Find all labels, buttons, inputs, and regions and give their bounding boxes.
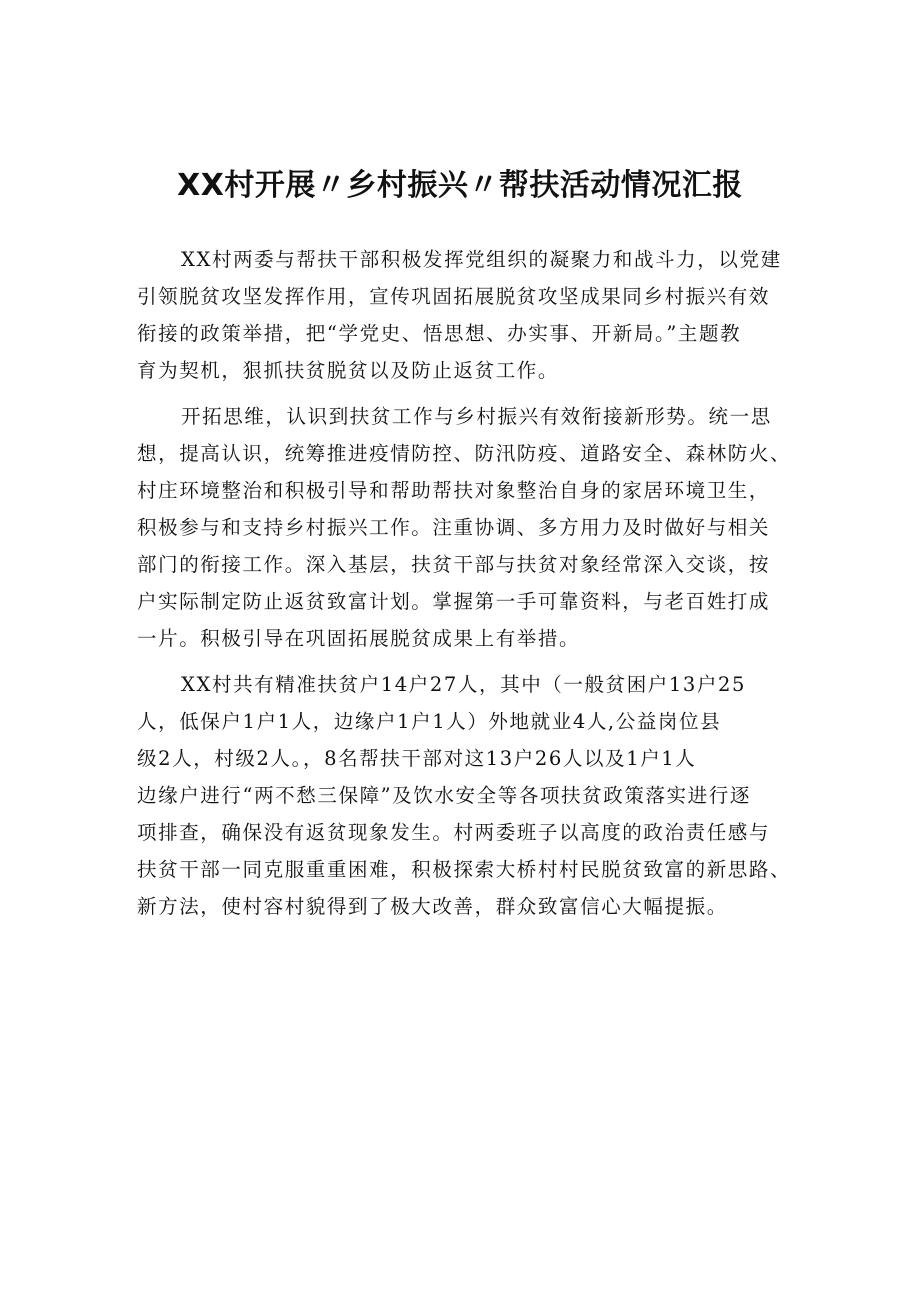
- paragraph-line: 育为契机，狠抓扶贫脱贫以及防止返贫工作。: [137, 359, 560, 382]
- paragraph-3: [137, 666, 795, 925]
- paragraph-line: 一片。积极引导在巩固拓展脱贫成果上有举措。: [137, 627, 581, 650]
- paragraph-line: XX村两委与帮扶干部积极发挥党组织的凝聚力和战斗力，以党建: [181, 248, 782, 271]
- paragraph-1: [137, 241, 795, 389]
- document-body: [137, 241, 795, 934]
- paragraph-2: [137, 398, 795, 657]
- paragraph-line: 新方法，使村容村貌得到了极大改善，群众致富信心大幅提振。: [137, 895, 728, 918]
- paragraph-line: 想，提高认识，统筹推进疫情防控、防汛防疫、道路安全、森林防火、: [137, 442, 792, 465]
- paragraph-line: XX村共有精准扶贫户14户27人，其中（一般贫困户13户25: [181, 673, 747, 696]
- paragraph-line: 人，低保户1户1人，边缘户1户1人）外地就业4人,公益岗位县: [137, 710, 722, 733]
- paragraph-line: 衔接的政策举措，把“学党史、悟思想、办实事、开新局。”主题教: [137, 322, 742, 345]
- paragraph-line: 户实际制定防止返贫致富计划。掌握第一手可靠资料，与老百姓打成: [137, 590, 771, 613]
- paragraph-line: 级2人，村级2人。，8名帮扶干部对这13户26人以及1户1人: [137, 747, 697, 770]
- paragraph-line: 开拓思维，认识到扶贫工作与乡村振兴有效衔接新形势。统一思: [181, 405, 772, 428]
- paragraph-line: 引领脱贫攻坚发挥作用，宣传巩固拓展脱贫攻坚成果同乡村振兴有效: [137, 285, 771, 308]
- document-title: XX村开展〃乡村振兴〃帮扶活动情况汇报: [177, 168, 743, 203]
- paragraph-line: 项排查，确保没有返贫现象发生。村两委班子以高度的政治责任感与: [137, 821, 771, 844]
- paragraph-line: 部门的衔接工作。深入基层，扶贫干部与扶贫对象经常深入交谈，按: [137, 553, 771, 576]
- paragraph-line: 扶贫干部一同克服重重困难，积极探索大桥村村民脱贫致富的新思路、: [137, 858, 792, 881]
- paragraph-line: 村庄环境整治和积极引导和帮助帮扶对象整治自身的家居环境卫生，: [137, 479, 771, 502]
- paragraph-line: 边缘户进行“两不愁三保障”及饮水安全等各项扶贫政策落实进行逐: [137, 784, 751, 807]
- paragraph-line: 积极参与和支持乡村振兴工作。注重协调、多方用力及时做好与相关: [137, 516, 771, 539]
